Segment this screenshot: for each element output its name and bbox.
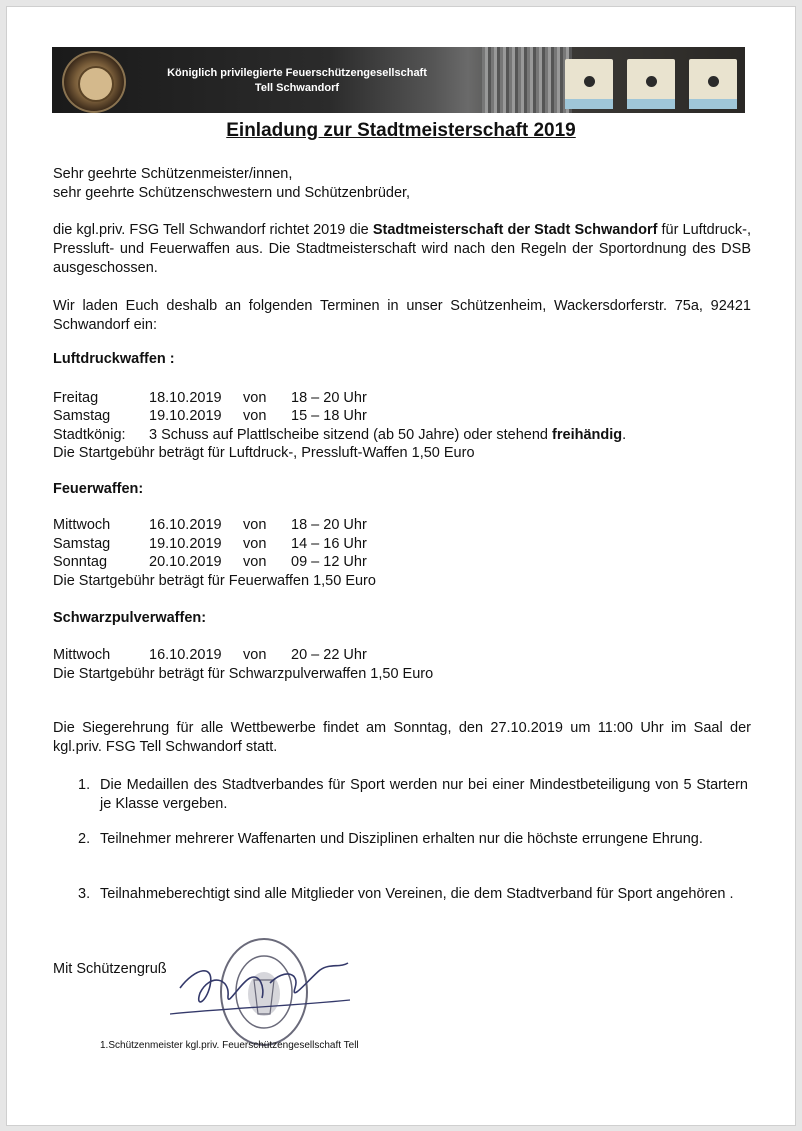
org-line1: Königlich privilegierte Feuerschützengesellschaft	[167, 67, 427, 79]
koenig-bold: freihändig	[552, 427, 623, 443]
row-day: Freitag	[53, 390, 99, 406]
row-time: 14 – 16 Uhr	[291, 536, 367, 552]
list-number: 2.	[78, 831, 91, 847]
intro-part2: für Luftdruck-, Pressluft- und Feuerwaffen aus. Die Stadtmeisterschaft wird nach den Regeln der Sportordnung des DSB ausgeschossen.	[53, 222, 752, 276]
row-date: 19.10.2019	[149, 536, 222, 552]
list-text: Die Medaillen des Stadtverbandes für Sport werden nur bei einer Mindestbeteiligung von 5 Startern je Klasse vergeben.	[100, 777, 748, 812]
intro-paragraph	[53, 221, 751, 278]
luft-heading: Luftdruckwaffen :	[53, 351, 175, 367]
signatory-line: 1.Schützenmeister kgl.priv. Feuerschützengesellschaft Tell	[100, 1040, 359, 1051]
handwritten-signature	[170, 948, 355, 1028]
list-text: Teilnahmeberechtigt sind alle Mitglieder von Vereinen, die dem Stadtverband für Sport angehören .	[100, 886, 734, 902]
greeting-line1: Sehr geehrte Schützenmeister/innen,	[53, 166, 293, 182]
letterhead-banner	[52, 47, 745, 113]
invite-paragraph: Wir laden Euch deshalb an folgenden Terminen in unser Schützenheim, Wackersdorferstr. 75a, 92421 Schwandorf ein:	[53, 298, 751, 333]
koenig-label: Stadtkönig:	[53, 427, 126, 443]
row-time: 09 – 12 Uhr	[291, 554, 367, 570]
row-day: Samstag	[53, 536, 111, 552]
row-time: 18 – 20 Uhr	[291, 517, 367, 533]
row-time: 18 – 20 Uhr	[291, 390, 367, 406]
row-day: Mittwoch	[53, 647, 111, 663]
schwarz-heading: Schwarzpulverwaffen:	[53, 610, 207, 626]
row-day: Samstag	[53, 408, 111, 424]
schwarz-fee: Die Startgebühr beträgt für Schwarzpulverwaffen 1,50 Euro	[53, 666, 434, 682]
row-date: 20.10.2019	[149, 554, 222, 570]
greeting-line2: sehr geehrte Schützenschwestern und Schützenbrüder,	[53, 185, 411, 201]
row-von: von	[243, 554, 267, 570]
row-date: 16.10.2019	[149, 517, 222, 533]
koenig-end: .	[622, 427, 627, 443]
organization-name	[132, 66, 462, 96]
row-day: Sonntag	[53, 554, 108, 570]
target-images	[565, 59, 737, 109]
closing: Mit Schützengruß	[53, 961, 167, 977]
row-date: 19.10.2019	[149, 408, 222, 424]
target-icon	[689, 59, 737, 109]
target-icon	[627, 59, 675, 109]
row-von: von	[243, 647, 267, 663]
list-number: 3.	[78, 886, 91, 902]
list-item	[78, 776, 748, 814]
feuer-heading: Feuerwaffen:	[53, 481, 144, 497]
row-von: von	[243, 408, 267, 424]
feuer-fee: Die Startgebühr beträgt für Feuerwaffen 1,50 Euro	[53, 573, 376, 589]
koenig-desc	[149, 426, 626, 445]
row-date: 18.10.2019	[149, 390, 222, 406]
row-von: von	[243, 536, 267, 552]
intro-bold: Stadtmeisterschaft der Stadt Schwandorf	[372, 222, 658, 238]
banner-photo-strip	[482, 47, 572, 113]
target-icon	[565, 59, 613, 109]
luft-fee: Die Startgebühr beträgt für Luftdruck-, Pressluft-Waffen 1,50 Euro	[53, 445, 475, 461]
ceremony-paragraph: Die Siegerehrung für alle Wettbewerbe findet am Sonntag, den 27.10.2019 um 11:00 Uhr im Saal der kgl.priv. FSG Tell Schwandorf statt.	[53, 720, 751, 755]
koenig-text: 3 Schuss auf Plattlscheibe sitzend (ab 50 Jahre) oder stehend	[149, 427, 553, 443]
row-time: 15 – 18 Uhr	[291, 408, 367, 424]
list-item	[78, 830, 748, 849]
list-number: 1.	[78, 777, 91, 793]
row-day: Mittwoch	[53, 517, 111, 533]
row-von: von	[243, 390, 267, 406]
list-text: Teilnehmer mehrerer Waffenarten und Disziplinen erhalten nur die höchste errungene Ehrung.	[100, 831, 703, 847]
intro-part1: die kgl.priv. FSG Tell Schwandorf richtet 2019 die	[53, 222, 373, 238]
club-logo	[62, 51, 126, 113]
row-time: 20 – 22 Uhr	[291, 647, 367, 663]
greeting	[53, 165, 410, 203]
row-von: von	[243, 517, 267, 533]
document-title: Einladung zur Stadtmeisterschaft 2019	[226, 120, 576, 141]
list-item	[78, 885, 748, 904]
row-date: 16.10.2019	[149, 647, 222, 663]
org-line2: Tell Schwandorf	[254, 82, 340, 94]
